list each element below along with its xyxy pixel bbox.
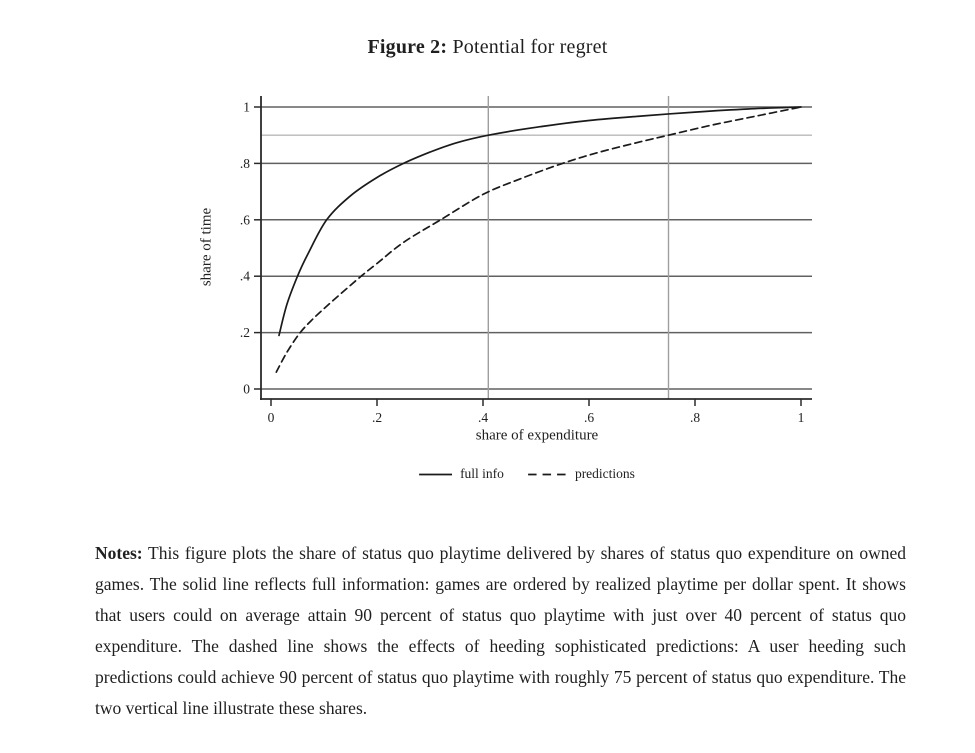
dashed-line-sample — [528, 472, 567, 477]
solid-line-sample — [419, 472, 452, 477]
figure-plot — [180, 85, 832, 430]
notes-text: This figure plots the share of status quo playtime delivered by shares of status quo expenditure on owned games. The solid line reflects full information: games are ordered by realized playtime per dollar spent. It shows that users could on average attain 90 percent of status quo playtime with just over 40 percent of status quo expenditure. The dashed line shows the effects of heeding sophisticated predictions: A user heeding such predictions could achieve 90 percent of status quo playtime with roughly 75 percent of status quo expenditure. The two vertical line illustrate these shares. — [95, 543, 906, 718]
legend-item-full-info — [419, 466, 504, 482]
y-axis-label: share of time — [198, 207, 215, 287]
y-tick-label: .4 — [239, 268, 250, 284]
notes-label: Notes: — [95, 543, 143, 563]
legend-item-predictions — [528, 466, 635, 482]
figure-notes — [95, 538, 906, 724]
x-tick-label: 0 — [267, 410, 275, 425]
series-curve-full-info — [279, 107, 801, 335]
x-tick-label: .6 — [583, 410, 595, 425]
x-axis-label: share of expenditure — [475, 427, 599, 444]
figure-title-text: Potential for regret — [452, 36, 608, 58]
y-tick-label: 1 — [243, 99, 250, 115]
figure-label: Figure 2: — [367, 36, 448, 58]
x-tick-label: 1 — [797, 410, 805, 425]
x-tick-label: .2 — [371, 410, 383, 425]
y-tick-label: .8 — [239, 155, 250, 171]
legend-label-full-info: full info — [460, 466, 504, 481]
x-tick-label: .4 — [477, 410, 489, 425]
x-tick-label: .8 — [689, 410, 701, 425]
legend-label-predictions: predictions — [574, 466, 635, 481]
chart-legend — [419, 466, 635, 482]
y-tick-label: 0 — [243, 381, 250, 397]
y-tick-label: .2 — [239, 325, 250, 341]
figure-title — [0, 36, 975, 59]
y-tick-label: .6 — [239, 212, 250, 228]
